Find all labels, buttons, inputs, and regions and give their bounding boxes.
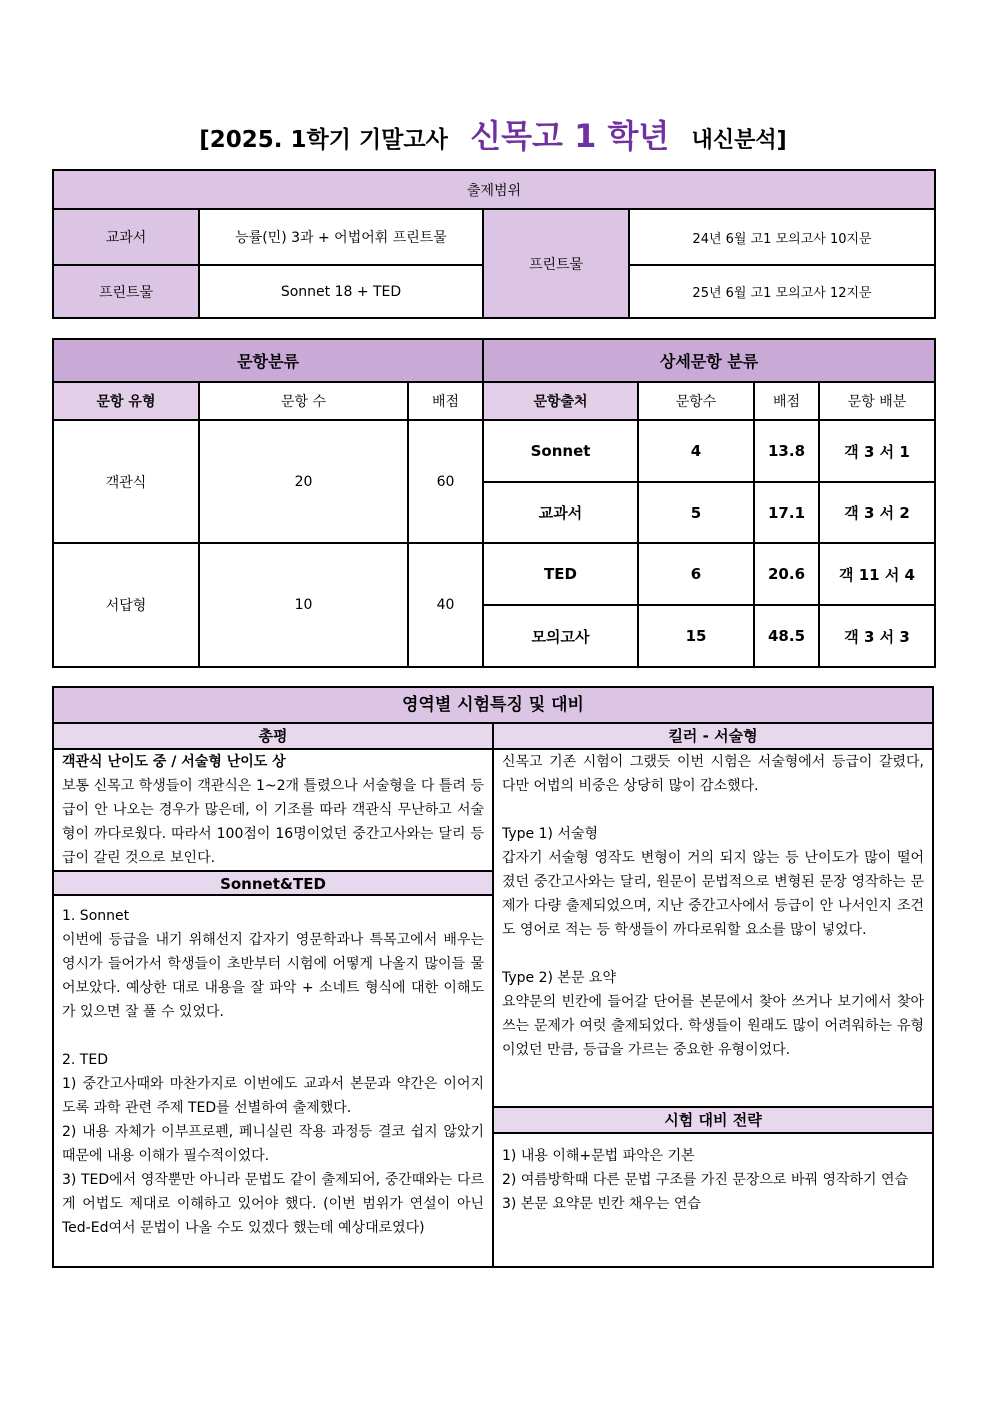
column-header: 배점 — [408, 382, 483, 420]
distribution-cell: 객 3 서 3 — [819, 605, 935, 667]
scope-row1-label: 교과서 — [53, 209, 199, 265]
overview-summary: 객관식 난이도 중 / 서술형 난이도 상 — [62, 754, 286, 770]
scope-row1-value: 능률(민) 3과 + 어법어휘 프린트물 — [199, 209, 483, 265]
killer-intro: 신목고 기존 시험이 그랬듯 이번 시험은 서술형에서 등급이 갈렸다, 다만 어법의 비중은 상당히 많이 감소했다. — [502, 754, 924, 794]
column-header: 문항출처 — [483, 382, 638, 420]
type2-title: Type 2) 본문 요약 — [502, 970, 616, 986]
type1-title: Type 1) 서술형 — [502, 826, 598, 842]
scope-print-label: 프린트물 — [483, 209, 629, 318]
detail-count-cell: 15 — [638, 605, 754, 667]
features-title: 영역별 시험특징 및 대비 — [54, 688, 932, 724]
detail-score-cell: 20.6 — [754, 543, 819, 605]
title-suffix: 내신분석] — [691, 128, 787, 153]
scope-print-item: 24년 6월 고1 모의고사 10지문 — [629, 209, 935, 265]
scope-row2-value: Sonnet 18 + TED — [199, 265, 483, 318]
detail-score-cell: 48.5 — [754, 605, 819, 667]
count-cell: 10 — [199, 543, 408, 667]
killer-block — [494, 750, 932, 1104]
title-prefix: [2025. 1학기 기말고사 — [199, 127, 448, 153]
features-section — [52, 686, 934, 1268]
right-column — [494, 724, 932, 1266]
column-header: 문항 유형 — [53, 382, 199, 420]
sonnet-text: 이번에 등급을 내기 위해선지 갑자기 영문학과나 특목고에서 배우는 영시가 들어가서 학생들이 초반부터 시험에 어떻게 나올지 많이들 물어보았다. 예상한 대로 내용을 잘 파악 + 소네트 형식에 대한 이해도가 있으면 잘 풀 수 있었다. — [62, 932, 484, 1020]
overview-header: 총평 — [54, 724, 492, 750]
page-title — [52, 112, 934, 160]
left-column — [54, 724, 494, 1266]
scope-row2-label: 프린트물 — [53, 265, 199, 318]
source-cell: Sonnet — [483, 420, 638, 482]
ted-item: 3) TED에서 영작뿐만 아니라 문법도 같이 출제되어, 중간때와는 다르게 어법도 제대로 이해하고 있어야 했다. (이번 범위가 연설이 아닌 Ted-Ed여서 문법이 나올 수도 있겠다 했는데 예상대로였다) — [62, 1172, 484, 1236]
column-header: 문항수 — [638, 382, 754, 420]
sonnet-ted-block — [54, 900, 492, 1266]
sonnet-title: 1. Sonnet — [62, 908, 130, 924]
column-header: 문항 배분 — [819, 382, 935, 420]
overview-block — [54, 750, 492, 870]
detail-score-cell: 13.8 — [754, 420, 819, 482]
score-cell: 40 — [408, 543, 483, 667]
count-cell: 20 — [199, 420, 408, 543]
ted-title: 2. TED — [62, 1052, 108, 1068]
ted-item: 2) 내용 자체가 이부프로펜, 페니실린 작용 과정등 결코 쉽지 않았기 때문에 내용 이해가 필수적이었다. — [62, 1124, 484, 1164]
classification-header: 문항분류 — [53, 339, 483, 382]
strategy-item: 2) 여름방학때 다른 문법 구조를 가진 문장으로 바꿔 영작하기 연습 — [502, 1172, 909, 1188]
detail-count-cell: 4 — [638, 420, 754, 482]
scope-table — [52, 169, 936, 319]
score-cell: 60 — [408, 420, 483, 543]
source-cell: 교과서 — [483, 482, 638, 543]
type1-text: 갑자기 서술형 영작도 변형이 거의 되지 않는 등 난이도가 많이 떨어졌던 중간고사와는 달리, 원문이 문법적으로 변형된 문장 영작하는 문제가 다량 출제되었으며, 지난 중간고사에서 등급이 안 나서인지 조건도 영어로 적는 등 학생들이 까다로워할 요소를 많이 넣었다. — [502, 850, 924, 938]
title-highlight: 신목고 1 학년 — [470, 117, 670, 155]
scope-print-item: 25년 6월 고1 모의고사 12지문 — [629, 265, 935, 318]
source-cell: 모의고사 — [483, 605, 638, 667]
distribution-cell: 객 3 서 2 — [819, 482, 935, 543]
overview-text: 보통 신목고 학생들이 객관식은 1~2개 틀렸으나 서술형을 다 틀려 등급이 안 나오는 경우가 많은데, 이 기조를 따라 객관식 무난하고 서술형이 까다로웠다. 따라서 100점이 16명이었던 중간고사와는 달리 등급이 갈린 것으로 보인다. — [62, 778, 484, 866]
type-cell: 서답형 — [53, 543, 199, 667]
strategy-item: 3) 본문 요약문 빈칸 채우는 연습 — [502, 1196, 701, 1212]
type2-text: 요약문의 빈칸에 들어갈 단어를 본문에서 찾아 쓰거나 보기에서 찾아 쓰는 문제가 여럿 출제되었다. 학생들이 원래도 많이 어려워하는 유형이었던 만큼, 등급을 가르는 중요한 유형이었다. — [502, 994, 924, 1058]
distribution-cell: 객 11 서 4 — [819, 543, 935, 605]
type-cell: 객관식 — [53, 420, 199, 543]
column-header: 배점 — [754, 382, 819, 420]
column-header: 문항 수 — [199, 382, 408, 420]
ted-item: 1) 중간고사때와 마찬가지로 이번에도 교과서 본문과 약간은 이어지도록 과학 관련 주제 TED를 선별하여 출제했다. — [62, 1076, 484, 1116]
strategy-item: 1) 내용 이해+문법 파악은 기본 — [502, 1148, 695, 1164]
scope-header: 출제범위 — [53, 170, 935, 209]
detail-classification-header: 상세문항 분류 — [483, 339, 935, 382]
killer-header: 킬러 - 서술형 — [494, 724, 932, 750]
detail-count-cell: 5 — [638, 482, 754, 543]
detail-score-cell: 17.1 — [754, 482, 819, 543]
detail-count-cell: 6 — [638, 543, 754, 605]
classification-table — [52, 338, 936, 668]
strategy-block — [494, 1140, 932, 1266]
strategy-header: 시험 대비 전략 — [494, 1106, 932, 1134]
distribution-cell: 객 3 서 1 — [819, 420, 935, 482]
source-cell: TED — [483, 543, 638, 605]
sonnet-ted-header: Sonnet&TED — [54, 870, 492, 896]
